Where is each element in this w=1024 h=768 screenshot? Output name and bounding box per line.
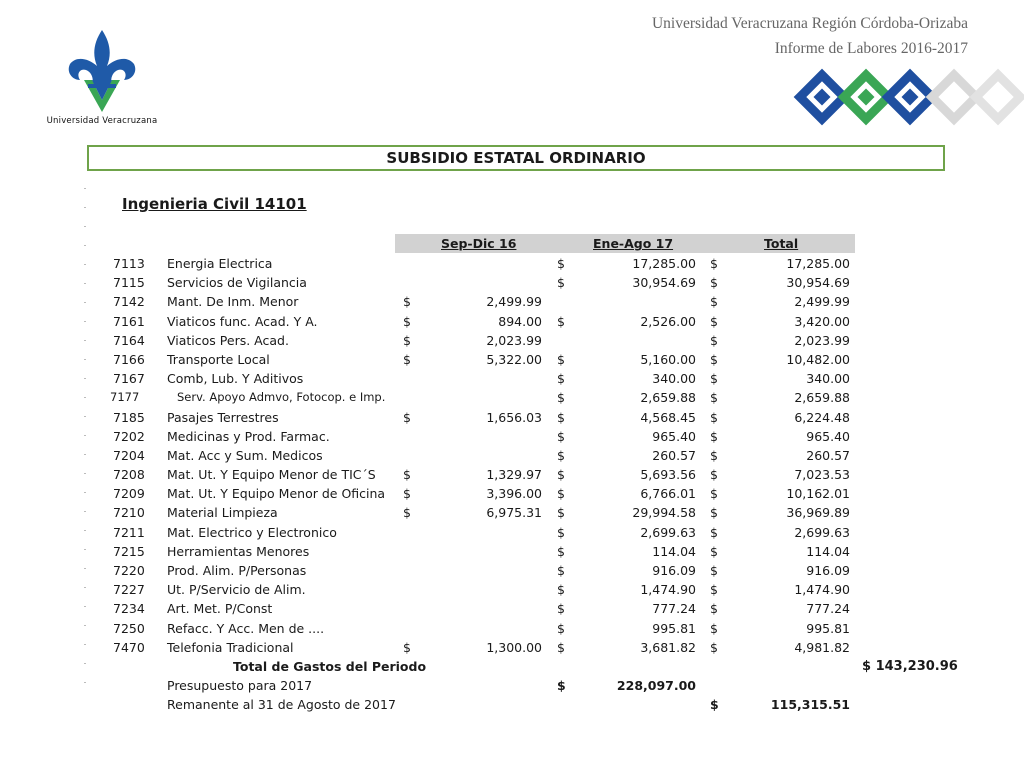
amount-ene-ago: 260.57 xyxy=(652,447,696,463)
account-code: 7202 xyxy=(113,428,145,444)
currency-symbol: $ xyxy=(557,524,565,540)
currency-symbol: $ xyxy=(710,620,718,636)
table-row xyxy=(0,599,1024,618)
amount-ene-ago: 1,474.90 xyxy=(640,582,696,598)
currency-symbol: $ xyxy=(557,275,565,291)
table-row xyxy=(0,619,1024,638)
currency-symbol: $ xyxy=(557,371,565,387)
banner-title: SUBSIDIO ESTATAL ORDINARIO xyxy=(87,145,945,171)
amount-ene-ago: 965.40 xyxy=(652,428,696,444)
amount-ene-ago: 5,160.00 xyxy=(640,351,696,367)
currency-symbol: $ xyxy=(403,409,411,425)
table-row xyxy=(0,273,1024,292)
account-code: 7113 xyxy=(113,256,145,271)
budget-label: Presupuesto para 2017 xyxy=(167,678,313,694)
amount-total: 30,954.69 xyxy=(786,275,850,291)
amount-ene-ago: 29,994.58 xyxy=(632,505,696,521)
account-code: 7215 xyxy=(113,543,145,559)
amount-ene-ago: 777.24 xyxy=(652,601,696,617)
amount-total: 2,023.99 xyxy=(794,332,850,348)
currency-symbol: $ xyxy=(557,639,565,655)
currency-symbol: $ xyxy=(403,332,411,348)
amount-total: 114.04 xyxy=(806,543,850,559)
currency-symbol: $ xyxy=(710,409,718,425)
remaining-value: 115,315.51 xyxy=(770,697,850,713)
amount-total: 965.40 xyxy=(806,428,850,444)
account-code: 7115 xyxy=(113,275,145,291)
remaining-row xyxy=(0,695,1024,714)
table-row xyxy=(0,292,1024,311)
table-row xyxy=(0,580,1024,599)
currency-symbol: $ xyxy=(710,601,718,617)
currency-symbol: $ xyxy=(710,467,718,483)
table-row xyxy=(0,312,1024,331)
table-row xyxy=(0,254,1024,273)
table-row xyxy=(0,561,1024,580)
amount-sep-dic: 3,396.00 xyxy=(486,486,542,502)
table-row xyxy=(0,484,1024,503)
currency-symbol: $ xyxy=(557,620,565,636)
account-code: 7210 xyxy=(113,505,145,521)
account-description: Mant. De Inm. Menor xyxy=(167,294,299,310)
amount-ene-ago: 995.81 xyxy=(652,620,696,636)
currency-symbol: $ xyxy=(710,351,718,367)
account-code: 7470 xyxy=(113,639,145,655)
table-row xyxy=(0,350,1024,369)
currency-symbol: $ xyxy=(557,582,565,598)
currency-symbol: $ xyxy=(710,294,718,310)
margin-dot xyxy=(84,226,86,227)
table-row xyxy=(0,427,1024,446)
header-institution: Universidad Veracruzana Región Córdoba-Orizaba xyxy=(651,15,968,32)
table-row xyxy=(0,388,1024,407)
account-description: Material Limpieza xyxy=(167,505,278,521)
currency-symbol: $ xyxy=(557,447,565,463)
currency-symbol: $ xyxy=(403,467,411,483)
amount-sep-dic: 2,023.99 xyxy=(486,332,542,348)
account-description: Herramientas Menores xyxy=(167,543,310,559)
column-header-ene-ago: Ene-Ago 17 xyxy=(593,236,674,251)
account-description: Refacc. Y Acc. Men de .... xyxy=(167,620,325,636)
currency-symbol: $ xyxy=(557,409,565,425)
account-description: Ut. P/Servicio de Alim. xyxy=(167,582,306,598)
decorative-pattern-icon xyxy=(790,62,1024,132)
amount-ene-ago: 6,766.01 xyxy=(640,486,696,502)
remaining-label: Remanente al 31 de Agosto de 2017 xyxy=(167,697,396,713)
account-code: 7185 xyxy=(113,409,145,425)
amount-total: 340.00 xyxy=(806,371,850,387)
account-code: 7164 xyxy=(113,332,145,348)
account-code: 7250 xyxy=(113,620,145,636)
currency-symbol: $ xyxy=(403,486,411,502)
currency-symbol: $ xyxy=(710,447,718,463)
table-row xyxy=(0,523,1024,542)
margin-dot xyxy=(84,245,86,246)
amount-ene-ago: 5,693.56 xyxy=(640,467,696,483)
column-header-sep-dic: Sep-Dic 16 xyxy=(441,236,517,251)
amount-ene-ago: 30,954.69 xyxy=(632,275,696,291)
currency-symbol: $ xyxy=(710,486,718,502)
amount-ene-ago: 3,681.82 xyxy=(640,639,696,655)
amount-total: 10,162.01 xyxy=(786,486,850,502)
table-row xyxy=(0,503,1024,522)
table-row xyxy=(0,408,1024,427)
account-description: Comb, Lub. Y Aditivos xyxy=(167,371,304,387)
amount-total: 995.81 xyxy=(806,620,850,636)
account-description: Viaticos func. Acad. Y A. xyxy=(167,313,318,329)
currency-symbol: $ xyxy=(710,639,718,655)
currency-symbol: $ xyxy=(403,639,411,655)
currency-symbol: $ xyxy=(710,524,718,540)
amount-sep-dic: 1,329.97 xyxy=(486,467,542,483)
amount-sep-dic: 5,322.00 xyxy=(486,351,542,367)
university-logo xyxy=(40,28,164,132)
table-row xyxy=(0,465,1024,484)
amount-total: 7,023.53 xyxy=(794,467,850,483)
column-header-total: Total xyxy=(764,236,799,251)
amount-total: 2,499.99 xyxy=(794,294,850,310)
account-description: Serv. Apoyo Admvo, Fotocop. e Imp. xyxy=(177,390,386,405)
amount-ene-ago: 340.00 xyxy=(652,371,696,387)
total-row xyxy=(0,657,1024,676)
amount-sep-dic: 6,975.31 xyxy=(486,505,542,521)
currency-symbol: $ xyxy=(557,256,565,271)
amount-total: 10,482.00 xyxy=(786,351,850,367)
currency-symbol: $ xyxy=(557,486,565,502)
currency-symbol: $ xyxy=(403,313,411,329)
amount-sep-dic: 1,656.03 xyxy=(486,409,542,425)
currency-symbol: $ xyxy=(710,313,718,329)
currency-symbol: $ xyxy=(710,256,718,271)
currency-symbol: $ xyxy=(557,601,565,617)
header-report-title: Informe de Labores 2016-2017 xyxy=(774,40,968,57)
account-code: 7220 xyxy=(113,563,145,578)
amount-ene-ago: 4,568.45 xyxy=(640,409,696,425)
account-description: Mat. Ut. Y Equipo Menor de Oficina xyxy=(167,486,386,502)
amount-ene-ago: 114.04 xyxy=(652,543,696,559)
amount-sep-dic: 1,300.00 xyxy=(486,639,542,655)
budget-row xyxy=(0,676,1024,695)
currency-symbol: $ xyxy=(710,543,718,559)
account-code: 7142 xyxy=(113,294,145,310)
account-description: Energia Electrica xyxy=(167,256,273,271)
account-description: Mat. Acc y Sum. Medicos xyxy=(167,447,323,463)
account-code: 7177 xyxy=(110,390,140,405)
amount-total: 1,474.90 xyxy=(794,582,850,598)
currency-symbol: $ xyxy=(557,313,565,329)
amount-total: 4,981.82 xyxy=(794,639,850,655)
table-row xyxy=(0,331,1024,350)
currency-symbol: $ xyxy=(710,697,719,713)
account-description: Viaticos Pers. Acad. xyxy=(167,332,289,348)
amount-total: 2,659.88 xyxy=(794,390,850,406)
table-row xyxy=(0,542,1024,561)
account-description: Art. Met. P/Const xyxy=(167,601,273,617)
margin-dot xyxy=(84,188,86,189)
currency-symbol: $ xyxy=(710,390,718,406)
account-description: Prod. Alim. P/Personas xyxy=(167,563,307,578)
amount-total: 36,969.89 xyxy=(786,505,850,521)
table-row xyxy=(0,638,1024,657)
amount-ene-ago: 2,699.63 xyxy=(640,524,696,540)
currency-symbol: $ xyxy=(403,294,411,310)
table-row xyxy=(0,369,1024,388)
currency-symbol: $ xyxy=(710,582,718,598)
currency-symbol: $ xyxy=(710,505,718,521)
currency-symbol: $ xyxy=(557,467,565,483)
margin-dot xyxy=(84,207,86,208)
account-code: 7211 xyxy=(113,524,145,540)
currency-symbol: $ xyxy=(403,351,411,367)
account-code: 7161 xyxy=(113,313,145,329)
logo-caption: Universidad Veracruzana xyxy=(46,116,158,126)
currency-symbol: $ xyxy=(710,563,718,578)
amount-total: 260.57 xyxy=(806,447,850,463)
account-code: 7167 xyxy=(113,371,145,387)
amount-sep-dic: 2,499.99 xyxy=(486,294,542,310)
currency-symbol: $ xyxy=(710,332,718,348)
account-code: 7209 xyxy=(113,486,145,502)
currency-symbol: $ xyxy=(710,428,718,444)
total-value: $ 143,230.96 xyxy=(862,658,958,674)
account-code: 7227 xyxy=(113,582,145,598)
account-code: 7208 xyxy=(113,467,145,483)
amount-ene-ago: 916.09 xyxy=(652,563,696,578)
account-description: Mat. Ut. Y Equipo Menor de TIC´S xyxy=(167,467,376,483)
currency-symbol: $ xyxy=(557,563,565,578)
amount-ene-ago: 2,659.88 xyxy=(640,390,696,406)
account-code: 7166 xyxy=(113,351,145,367)
section-title: Ingenieria Civil 14101 xyxy=(122,195,307,213)
account-description: Transporte Local xyxy=(167,351,270,367)
account-code: 7204 xyxy=(113,447,145,463)
table-row xyxy=(0,446,1024,465)
amount-ene-ago: 17,285.00 xyxy=(632,256,696,271)
account-description: Mat. Electrico y Electronico xyxy=(167,524,337,540)
currency-symbol: $ xyxy=(557,351,565,367)
account-description: Servicios de Vigilancia xyxy=(167,275,307,291)
currency-symbol: $ xyxy=(557,428,565,444)
amount-total: 3,420.00 xyxy=(794,313,850,329)
uv-flor-de-lis-icon xyxy=(66,28,138,114)
total-label: Total de Gastos del Periodo xyxy=(233,658,427,674)
account-description: Telefonia Tradicional xyxy=(167,639,294,655)
expense-table xyxy=(0,254,1024,715)
budget-value: 228,097.00 xyxy=(616,678,696,694)
amount-total: 777.24 xyxy=(806,601,850,617)
account-description: Medicinas y Prod. Farmac. xyxy=(167,428,330,444)
amount-total: 916.09 xyxy=(806,563,850,578)
account-code: 7234 xyxy=(113,601,145,617)
currency-symbol: $ xyxy=(557,505,565,521)
amount-total: 2,699.63 xyxy=(794,524,850,540)
amount-ene-ago: 2,526.00 xyxy=(640,313,696,329)
currency-symbol: $ xyxy=(557,390,565,406)
account-description: Pasajes Terrestres xyxy=(167,409,279,425)
currency-symbol: $ xyxy=(710,275,718,291)
currency-symbol: $ xyxy=(557,678,566,694)
currency-symbol: $ xyxy=(403,505,411,521)
amount-total: 6,224.48 xyxy=(794,409,850,425)
currency-symbol: $ xyxy=(710,371,718,387)
currency-symbol: $ xyxy=(557,543,565,559)
amount-total: 17,285.00 xyxy=(786,256,850,271)
amount-sep-dic: 894.00 xyxy=(498,313,542,329)
